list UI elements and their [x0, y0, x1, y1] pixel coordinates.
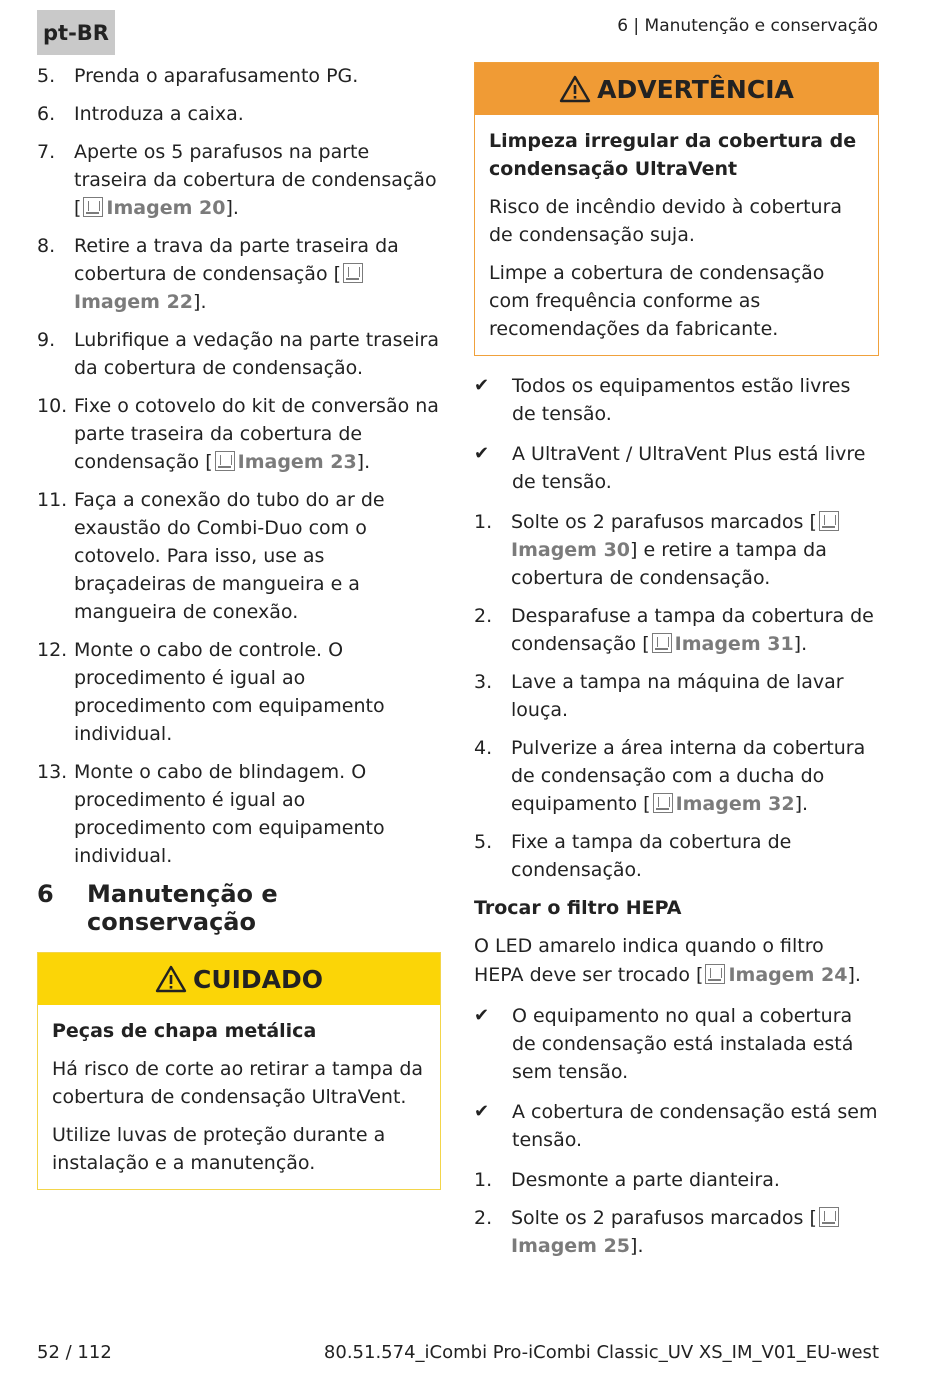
step-item — [37, 326, 441, 382]
image-reference-link[interactable]: Imagem 22 — [74, 291, 194, 313]
caution-title: Peças de chapa metálica — [52, 1020, 317, 1042]
step-text-block — [74, 326, 441, 382]
step-item — [474, 1166, 879, 1194]
checkmark-icon: ✔ — [474, 443, 490, 464]
step-text: Solte os 2 parafusos marcados — [511, 1207, 804, 1229]
hepa-paragraph — [474, 932, 879, 990]
step-number: 10. — [37, 395, 68, 417]
ref-open: [ — [642, 633, 650, 655]
ref-open: [ — [809, 1207, 817, 1229]
step-item — [474, 1204, 879, 1260]
step-item — [474, 602, 879, 658]
checkmark-icon: ✔ — [474, 375, 490, 396]
step-item — [37, 138, 441, 222]
step-text: Desmonte a parte dianteira. — [511, 1169, 780, 1191]
step-text-block — [511, 668, 879, 724]
step-item — [37, 636, 441, 748]
step-text-block — [511, 734, 879, 818]
image-reference-link[interactable]: Imagem 31 — [674, 633, 794, 655]
image-reference-icon — [653, 793, 673, 813]
left-column — [37, 62, 441, 1206]
image-reference-link[interactable]: Imagem 24 — [728, 964, 848, 986]
warning-title: Limpeza irregular da cobertura de condensação UltraVent — [489, 130, 857, 180]
language-badge: pt-BR — [37, 10, 115, 55]
precondition-text: A UltraVent / UltraVent Plus está livre de tensão. — [512, 443, 866, 493]
step-text-block — [511, 602, 879, 658]
step-text-block — [74, 392, 441, 476]
step-text: Fixe a tampa da cobertura de condensação. — [511, 831, 792, 881]
step-number: 12. — [37, 639, 68, 661]
step-item — [37, 392, 441, 476]
step-text-block — [74, 138, 441, 222]
precondition-list-2 — [474, 1002, 879, 1154]
ref-close: ]. — [847, 964, 861, 986]
ref-open: [ — [809, 511, 817, 533]
section-title: Manutenção e conservação — [87, 880, 278, 936]
ref-close: ]. — [193, 291, 207, 313]
step-list-cleaning — [474, 508, 879, 884]
step-number: 1. — [474, 1169, 493, 1191]
step-text-block — [74, 62, 441, 90]
ref-close: ]. — [225, 197, 239, 219]
step-text: Lave a tampa na máquina de lavar louça. — [511, 671, 844, 721]
step-item — [474, 668, 879, 724]
warning-label: ADVERTÊNCIA — [597, 74, 794, 104]
checkmark-icon: ✔ — [474, 1005, 490, 1026]
hepa-heading: Trocar o filtro HEPA — [474, 897, 682, 919]
step-text: Desparafuse a tampa da cobertura de condensação — [511, 605, 874, 655]
step-number: 13. — [37, 761, 68, 783]
warning-text-2: Limpe a cobertura de condensação com frequência conforme as recomendações da fabricante. — [489, 262, 825, 340]
step-text-block — [74, 636, 441, 748]
caution-box — [37, 952, 441, 1190]
ref-close: ]. — [356, 451, 371, 473]
checkmark-icon: ✔ — [474, 1101, 490, 1122]
left-step-list — [37, 62, 441, 870]
step-text: Introduza a caixa. — [74, 103, 244, 125]
warning-body — [475, 115, 878, 355]
precondition-item — [474, 440, 879, 496]
ref-open: [ — [643, 793, 651, 815]
step-number: 5. — [474, 831, 493, 853]
ref-open: [ — [696, 964, 704, 986]
step-number: 11. — [37, 489, 68, 511]
step-text: Aperte os 5 parafusos na parte traseira da cobertura de condensação — [74, 141, 437, 191]
caution-label: CUIDADO — [192, 964, 324, 994]
step-text-block — [511, 1204, 879, 1260]
precondition-item — [474, 1002, 879, 1086]
step-item — [37, 758, 441, 870]
image-reference-icon — [819, 1207, 839, 1227]
precondition-list-1 — [474, 372, 879, 496]
document-id: 80.51.574_iCombi Pro-iCombi Classic_UV XS_IM_V01_EU-west — [323, 1342, 879, 1363]
step-text: Retire a trava da parte traseira da cobertura de condensação — [74, 235, 399, 285]
step-item — [37, 486, 441, 626]
step-text: Prenda o aparafusamento PG. — [74, 65, 359, 87]
ref-open: [ — [74, 197, 82, 219]
image-reference-icon — [83, 197, 103, 217]
right-column — [474, 62, 879, 1270]
page-number: 52 / 112 — [37, 1342, 112, 1363]
image-reference-icon — [215, 451, 235, 471]
warning-box — [474, 62, 879, 356]
step-text-block — [74, 486, 441, 626]
ref-close: ]. — [793, 633, 808, 655]
step-number: 5. — [37, 65, 56, 87]
step-number: 1. — [474, 511, 493, 533]
step-item — [37, 232, 441, 316]
caution-text-1: Há risco de corte ao retirar a tampa da cobertura de condensação UltraVent. — [52, 1058, 424, 1108]
section-heading — [37, 880, 441, 936]
ref-close: ]. — [630, 1235, 644, 1257]
ref-close: ] e retire a tampa da cobertura de condensação. — [511, 539, 827, 589]
ref-open: [ — [333, 263, 342, 285]
image-reference-link[interactable]: Imagem 20 — [106, 197, 226, 219]
step-text-block — [74, 100, 441, 128]
step-text: Fixe o cotovelo do kit de conversão na parte traseira da cobertura de condensação — [74, 395, 439, 473]
step-text-block — [511, 508, 879, 592]
precondition-text: O equipamento no qual a cobertura de condensação está instalada está sem tensão. — [512, 1005, 854, 1083]
caution-text-2: Utilize luvas de proteção durante a instalação e a manutenção. — [52, 1124, 386, 1174]
step-number: 2. — [474, 605, 493, 627]
image-reference-link[interactable]: Imagem 25 — [511, 1235, 631, 1257]
hepa-text: O LED amarelo indica quando o filtro HEPA deve ser trocado — [474, 935, 824, 986]
warning-text-1: Risco de incêndio devido à cobertura de condensação suja. — [489, 196, 843, 246]
step-item — [474, 828, 879, 884]
image-reference-link[interactable]: Imagem 30 — [511, 539, 631, 561]
caution-header — [38, 953, 440, 1005]
image-reference-icon — [343, 263, 363, 283]
ref-open: [ — [205, 451, 213, 473]
step-text-block — [511, 1166, 879, 1194]
step-text: Lubrifique a vedação na parte traseira da cobertura de condensação. — [74, 329, 439, 379]
step-text-block — [511, 828, 879, 884]
step-number: 7. — [37, 141, 56, 163]
running-header: 6 | Manutenção e conservação — [617, 16, 878, 36]
step-number: 3. — [474, 671, 493, 693]
warning-header — [475, 63, 878, 115]
warning-triangle-icon — [559, 75, 591, 103]
warning-triangle-icon — [155, 965, 187, 993]
step-number: 2. — [474, 1207, 493, 1229]
step-text-block — [74, 758, 441, 870]
image-reference-link[interactable]: Imagem 32 — [675, 793, 795, 815]
precondition-text: Todos os equipamentos estão livres de tensão. — [512, 375, 851, 425]
step-number: 8. — [37, 235, 56, 257]
image-reference-link[interactable]: Imagem 23 — [237, 451, 357, 473]
step-number: 4. — [474, 737, 493, 759]
precondition-item — [474, 1098, 879, 1154]
image-reference-icon — [705, 964, 725, 984]
step-text: Faça a conexão do tubo do ar de exaustão do Combi-Duo com o cotovelo. Para isso, use as braçadeiras de mangueira e a mangueira de conexão. — [74, 489, 385, 623]
step-item — [37, 62, 441, 90]
step-item — [474, 734, 879, 818]
caution-body — [38, 1005, 440, 1189]
step-text-block — [74, 232, 441, 316]
image-reference-icon — [652, 633, 672, 653]
step-number: 9. — [37, 329, 56, 351]
image-reference-icon — [819, 511, 839, 531]
precondition-text: A cobertura de condensação está sem tensão. — [512, 1101, 878, 1151]
step-item — [37, 100, 441, 128]
step-text: Monte o cabo de blindagem. O procedimento é igual ao procedimento com equipamento individual. — [74, 761, 385, 867]
step-number: 6. — [37, 103, 56, 125]
step-text: Monte o cabo de controle. O procedimento é igual ao procedimento com equipamento individual. — [74, 639, 385, 745]
section-number: 6 — [37, 880, 54, 908]
step-list-hepa — [474, 1166, 879, 1260]
ref-close: ]. — [794, 793, 809, 815]
step-item — [474, 508, 879, 592]
step-text: Solte os 2 parafusos marcados — [511, 511, 804, 533]
precondition-item — [474, 372, 879, 428]
step-text: Pulverize a área interna da cobertura de condensação com a ducha do equipamento — [511, 737, 866, 815]
